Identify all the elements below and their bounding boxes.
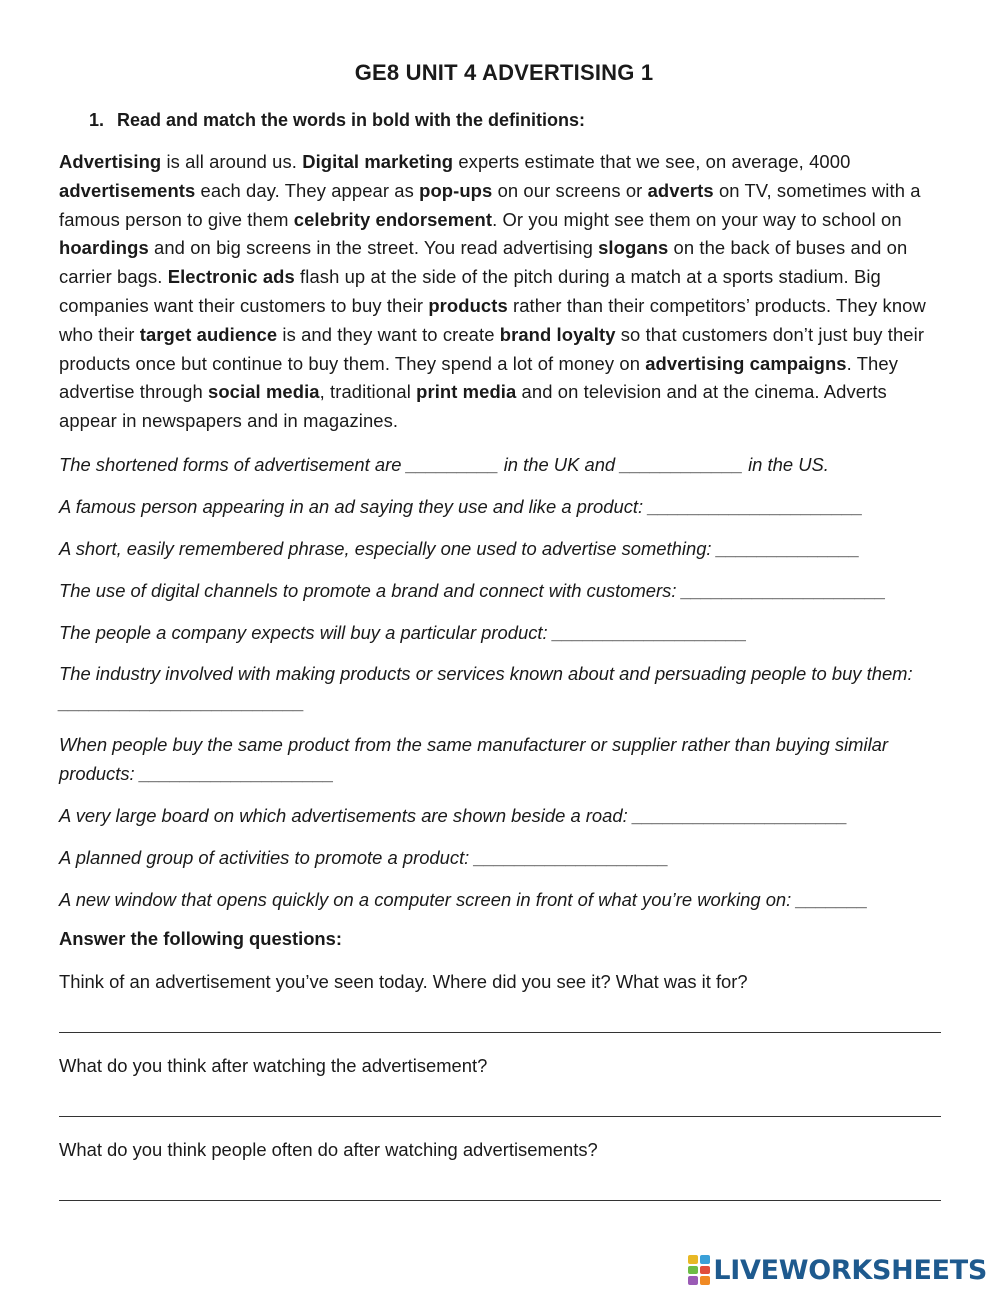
question-2: What do you think after watching the advertisement? bbox=[59, 1055, 488, 1076]
instruction bbox=[89, 110, 585, 131]
key-term: advertisements bbox=[59, 179, 196, 201]
answer-line-3[interactable] bbox=[59, 1200, 941, 1201]
key-term: social media bbox=[208, 381, 320, 403]
passage-text: and on big screens in the street. You read advertising bbox=[148, 237, 599, 259]
passage-text: on our screens or bbox=[492, 179, 648, 201]
passage-text: experts estimate that we see, on average, 4000 bbox=[453, 151, 851, 172]
key-term: adverts bbox=[647, 179, 714, 201]
question-1: Think of an advertisement you’ve seen today. Where did you see it? What was it for? bbox=[59, 971, 748, 992]
key-term: brand loyalty bbox=[499, 323, 616, 345]
key-term: slogans bbox=[598, 237, 669, 259]
key-term: hoardings bbox=[59, 237, 149, 259]
definition-7[interactable]: When people buy the same product from the same manufacturer or supplier rather than buying similar products: ___________________ bbox=[59, 734, 889, 784]
passage-text: on the back of buses and on carrier bags. bbox=[59, 237, 908, 288]
logo-tile bbox=[700, 1266, 710, 1275]
logo-text: LIVEWORKSHEETS bbox=[713, 1254, 987, 1286]
key-term: Advertising bbox=[59, 151, 162, 172]
logo-tile bbox=[700, 1255, 710, 1264]
definition-1[interactable]: The shortened forms of advertisement are _________ in the UK and ____________ in the US. bbox=[59, 454, 829, 475]
key-term: Digital marketing bbox=[302, 151, 454, 172]
passage-text: flash up at the side of the pitch during a match at a sports stadium. Big companies want their customers to buy their bbox=[59, 266, 881, 316]
liveworksheets-logo[interactable] bbox=[688, 1253, 987, 1287]
logo-tile bbox=[700, 1276, 710, 1285]
definition-3[interactable]: A short, easily remembered phrase, especially one used to advertise something: ______________ bbox=[59, 538, 860, 559]
logo-icon bbox=[688, 1255, 710, 1285]
logo-tile bbox=[688, 1266, 698, 1275]
key-term: target audience bbox=[139, 323, 278, 345]
instruction-number: 1. bbox=[89, 110, 105, 130]
passage-text: is and they want to create bbox=[277, 323, 500, 345]
definition-10[interactable]: A new window that opens quickly on a computer screen in front of what you’re working on: _______ bbox=[59, 889, 868, 910]
definition-6[interactable]: The industry involved with making products or services known about and persuading people to buy them: ________________________ bbox=[59, 663, 913, 713]
instruction-text: Read and match the words in bold with the definitions: bbox=[117, 110, 586, 130]
logo-tile bbox=[688, 1255, 698, 1264]
answer-line-1[interactable] bbox=[59, 1032, 941, 1033]
definition-2[interactable]: A famous person appearing in an ad saying they use and like a product: _____________________ bbox=[59, 496, 864, 517]
definition-8[interactable]: A very large board on which advertisements are shown beside a road: _____________________ bbox=[59, 805, 848, 826]
key-term: products bbox=[428, 294, 508, 316]
key-term: pop-ups bbox=[419, 179, 493, 201]
definition-4[interactable]: The use of digital channels to promote a brand and connect with customers: ____________________ bbox=[59, 580, 887, 601]
passage-text: , traditional bbox=[319, 381, 417, 403]
passage-text: is all around us. bbox=[161, 151, 303, 172]
passage-text: each day. They appear as bbox=[195, 179, 420, 201]
logo-tile bbox=[688, 1276, 698, 1285]
key-term: print media bbox=[416, 381, 517, 403]
page-title: GE8 UNIT 4 ADVERTISING 1 bbox=[354, 60, 654, 85]
question-3: What do you think people often do after watching advertisements? bbox=[59, 1139, 598, 1160]
questions-heading: Answer the following questions: bbox=[59, 928, 343, 949]
definition-5[interactable]: The people a company expects will buy a particular product: ___________________ bbox=[59, 622, 748, 643]
passage-text: and on television and at the cinema. Adverts appear in newspapers and in magazines. bbox=[59, 381, 887, 432]
passage-text: so that customers don’t just buy their products once but continue to buy them. They spend a lot of money on bbox=[59, 323, 925, 374]
passage-text: . They advertise through bbox=[59, 352, 899, 403]
key-term: advertising campaigns bbox=[645, 352, 847, 374]
reading-passage bbox=[59, 148, 949, 436]
definition-9[interactable]: A planned group of activities to promote a product: ___________________ bbox=[59, 847, 669, 868]
key-term: Electronic ads bbox=[167, 266, 295, 288]
answer-line-2[interactable] bbox=[59, 1116, 941, 1117]
key-term: celebrity endorsement bbox=[293, 208, 493, 230]
passage-text: on TV, sometimes with a famous person to give them bbox=[59, 179, 921, 230]
passage-text: rather than their competitors’ products. They know who their bbox=[59, 294, 926, 345]
passage-text: . Or you might see them on your way to school on bbox=[492, 208, 902, 230]
